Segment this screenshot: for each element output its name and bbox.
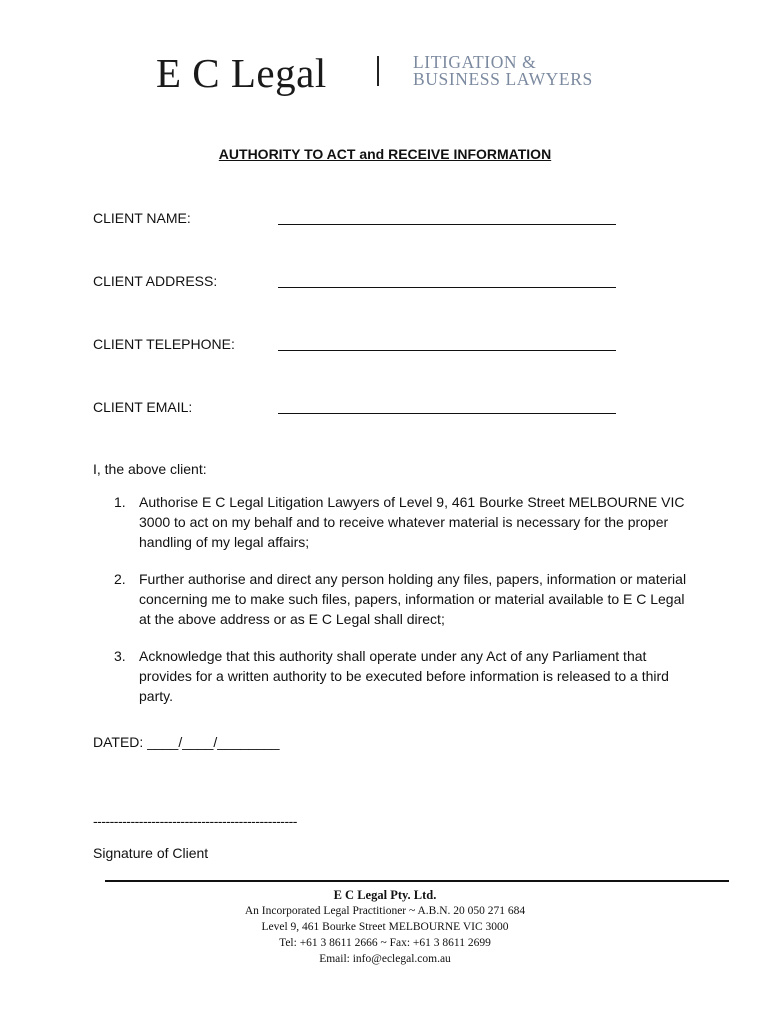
client-name-label: CLIENT NAME: [93,210,191,226]
footer-phone: Tel: +61 3 8611 2666 ~ Fax: +61 3 8611 2699 [279,937,491,949]
logo-tagline [413,54,593,88]
clause-number: 3. [114,648,126,664]
intro-text: I, the above client: [93,461,207,477]
logo-tagline-line1: LITIGATION & [413,52,537,72]
signature-line[interactable]: ------------------------------------------------- [93,813,297,829]
clause-item [114,646,694,706]
clause-number: 2. [114,571,126,587]
footer-abn: An Incorporated Legal Practitioner ~ A.B.N. 20 050 271 684 [244,905,526,917]
clause-text: Further authorise and direct any person holding any files, papers, information or material concerning me to make such files, papers, information or material available to E C Legal at the above address or as E C Legal shall direct; [139,571,687,627]
clause-item [114,492,694,552]
document-title: AUTHORITY TO ACT and RECEIVE INFORMATION [218,146,552,162]
clause-number: 1. [114,494,126,510]
client-email-label: CLIENT EMAIL: [93,399,193,415]
client-email-field[interactable] [278,413,616,414]
footer-email: Email: info@eclegal.com.au [319,953,451,965]
client-telephone-label: CLIENT TELEPHONE: [93,336,235,352]
logo-tagline-line2: BUSINESS LAWYERS [413,69,593,89]
clause-text: Authorise E C Legal Litigation Lawyers of Level 9, 461 Bourke Street MELBOURNE VIC 3000 to act on my behalf and to receive whatever material is necessary for the proper handling of my legal affairs; [139,494,685,550]
client-telephone-field[interactable] [278,350,616,351]
signature-label: Signature of Client [93,845,209,861]
date-field[interactable]: DATED: ____/____/________ [93,734,280,750]
clause-text: Acknowledge that this authority shall operate under any Act of any Parliament that provides for a written authority to be executed before information is released to a third party. [139,648,669,704]
footer-divider [105,880,729,882]
logo-divider [377,56,379,86]
client-name-field[interactable] [278,224,616,225]
client-address-label: CLIENT ADDRESS: [93,273,218,289]
logo-name: E C Legal [156,50,327,96]
footer-company: E C Legal Pty. Ltd. [333,888,437,902]
client-address-field[interactable] [278,287,616,288]
clause-item [114,569,694,629]
footer [0,887,770,967]
footer-address: Level 9, 461 Bourke Street MELBOURNE VIC 3000 [261,921,509,933]
company-logo [0,44,770,104]
